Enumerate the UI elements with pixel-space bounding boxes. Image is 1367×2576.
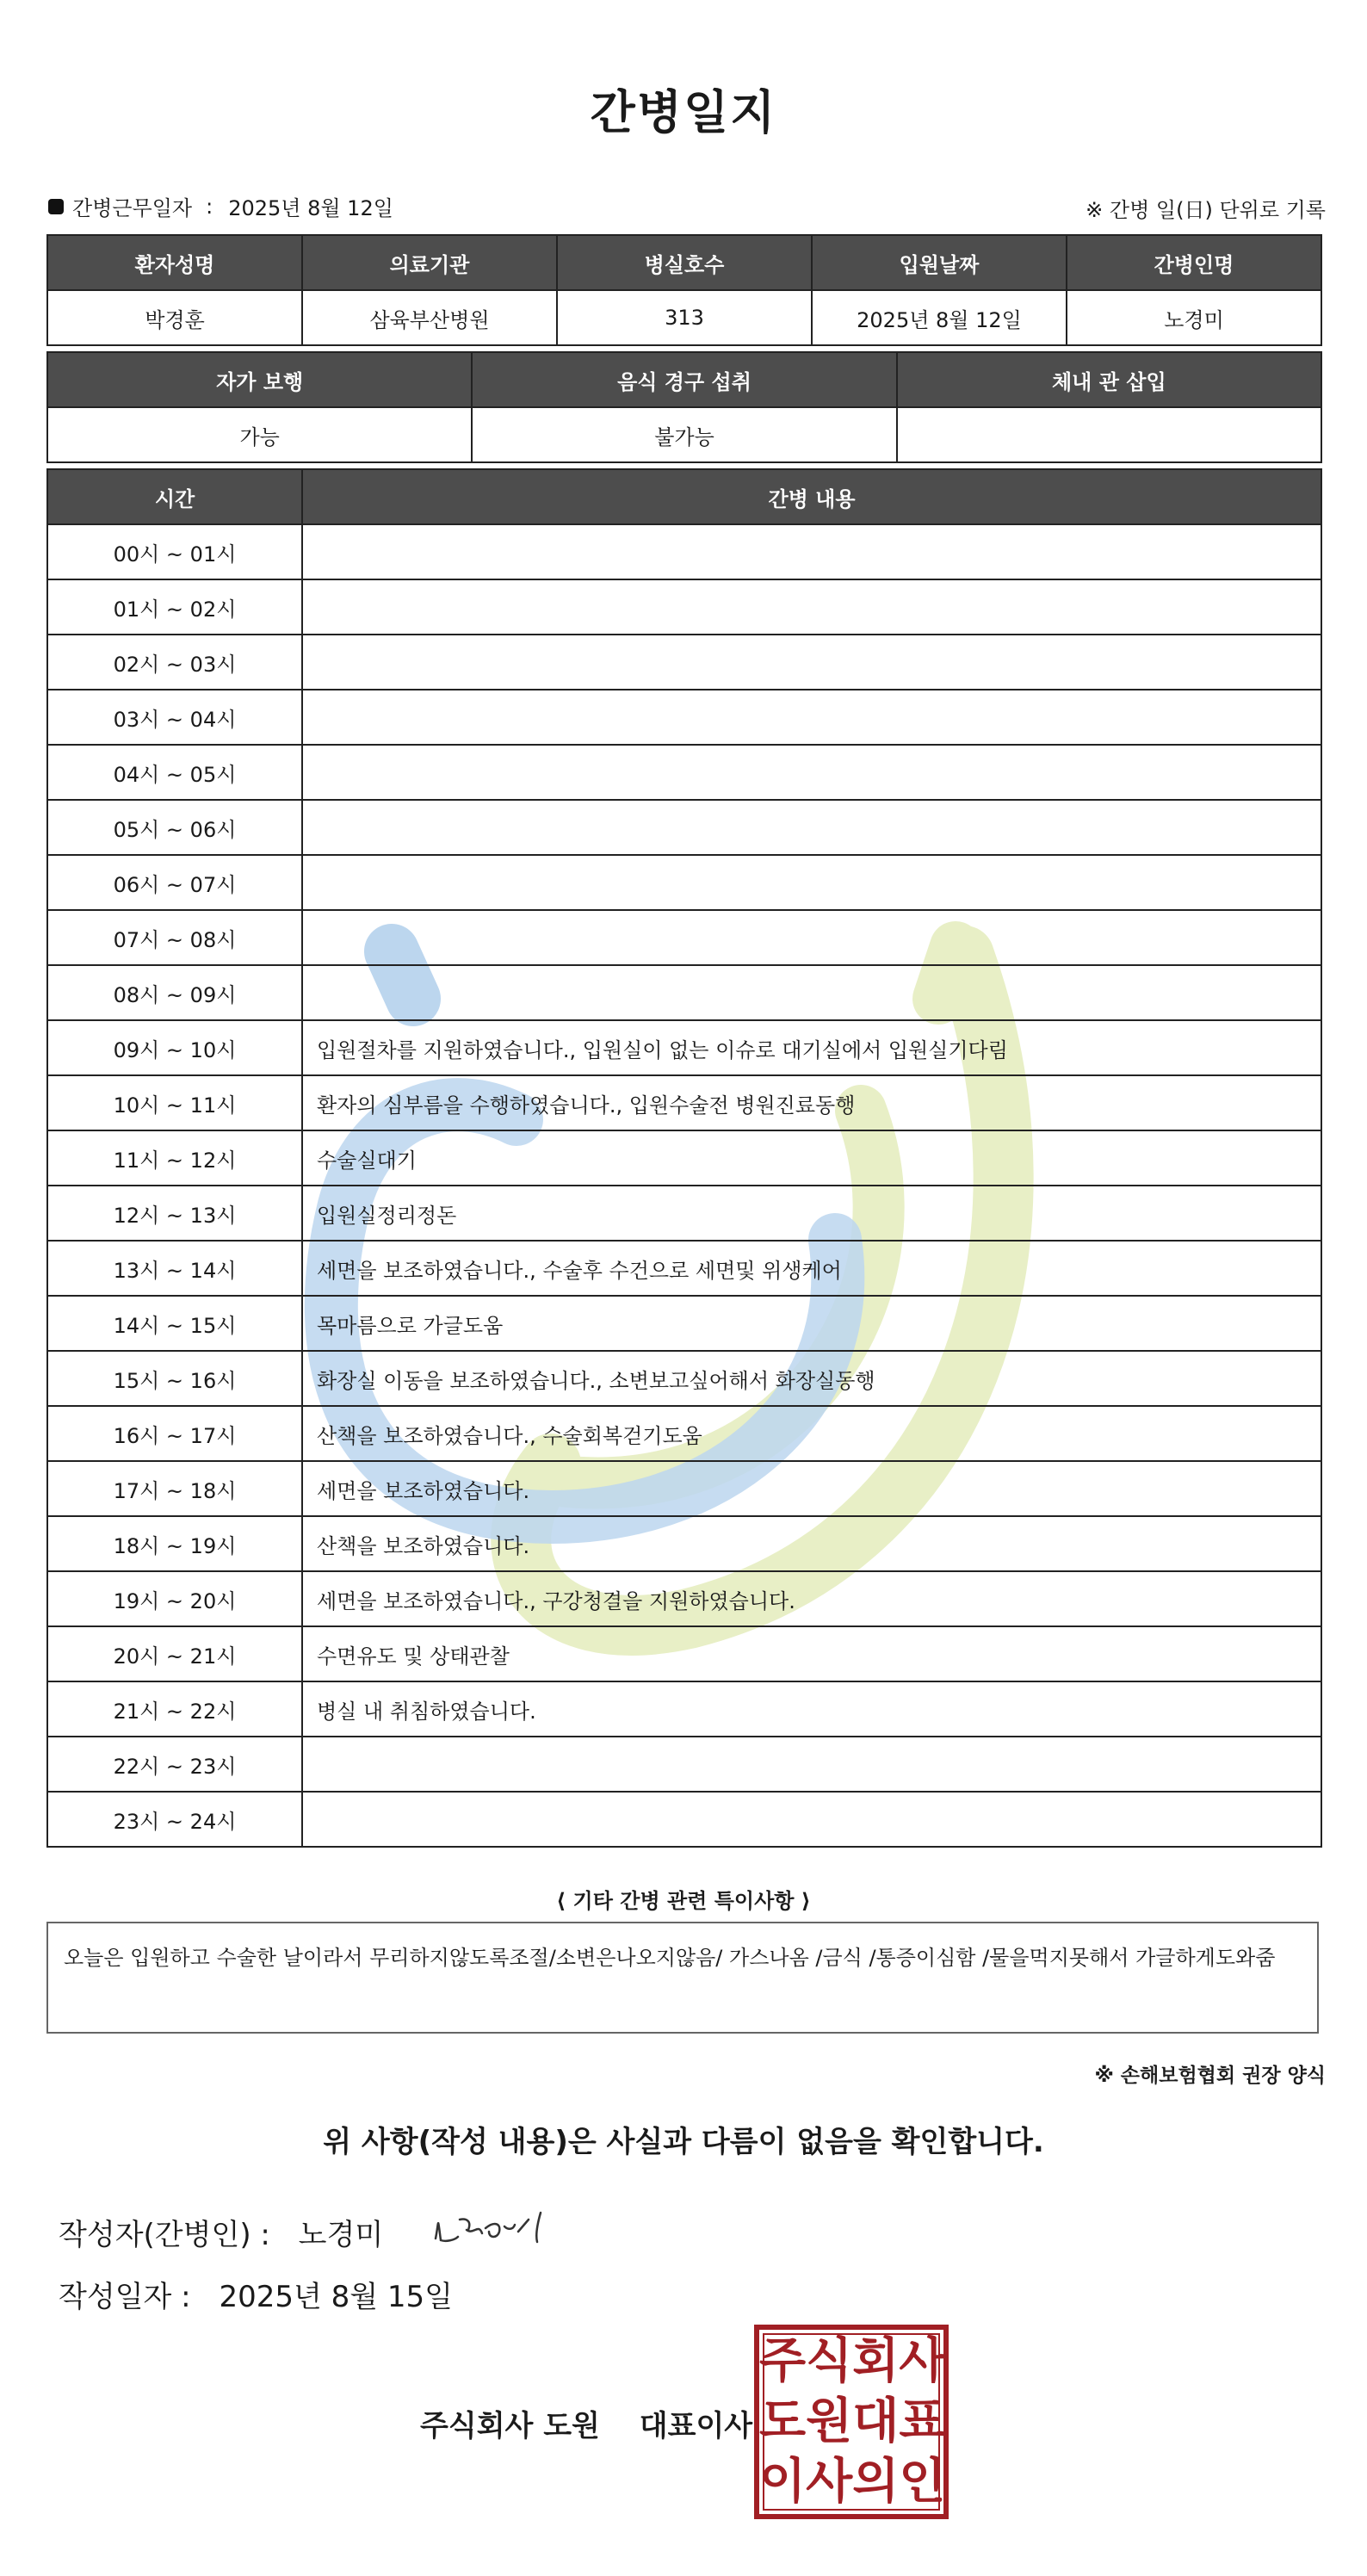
care-log-row xyxy=(47,1461,1321,1516)
care-log-row xyxy=(47,635,1321,690)
care-log-time: 21시 ~ 22시 xyxy=(47,1681,302,1737)
care-log-row xyxy=(47,1020,1321,1075)
care-log-time: 01시 ~ 02시 xyxy=(47,579,302,635)
care-log-content: 화장실 이동을 보조하였습니다., 소변보고싶어해서 화장실동행 xyxy=(302,1351,1321,1406)
care-log-content xyxy=(302,910,1321,965)
care-log-row xyxy=(47,1626,1321,1681)
care-log-time: 17시 ~ 18시 xyxy=(47,1461,302,1516)
care-log-row xyxy=(47,1737,1321,1792)
care-log-time: 12시 ~ 13시 xyxy=(47,1186,302,1241)
care-log-content: 세면을 보조하였습니다. xyxy=(302,1461,1321,1516)
care-log-content: 목마름으로 가글도움 xyxy=(302,1296,1321,1351)
work-date xyxy=(48,191,393,221)
header-hospital: 의료기관 xyxy=(302,235,557,290)
care-log-content: 입원절차를 지원하였습니다., 입원실이 없는 이슈로 대기실에서 입원실기다림 xyxy=(302,1020,1321,1075)
care-log-content xyxy=(302,1737,1321,1792)
work-date-separator: : xyxy=(206,194,213,219)
care-log-time: 13시 ~ 14시 xyxy=(47,1241,302,1296)
care-log-content xyxy=(302,635,1321,690)
header-admission-date: 입원날짜 xyxy=(812,235,1067,290)
notes-text: 오늘은 입원하고 수술한 날이라서 무리하지않도록조절/소변은나오지않음/ 가스나옴 /금식 /통증이심함 /물을먹지못해서 가글하게도와줌 xyxy=(64,1946,1276,1970)
written-date-value: 2025년 8월 15일 xyxy=(219,2280,454,2314)
care-log-row xyxy=(47,579,1321,635)
care-log-content xyxy=(302,855,1321,910)
care-log-time: 18시 ~ 19시 xyxy=(47,1516,302,1571)
company-line xyxy=(420,2402,752,2444)
care-log-row xyxy=(47,745,1321,800)
care-log-time: 02시 ~ 03시 xyxy=(47,635,302,690)
care-log-content: 세면을 보조하였습니다., 구강청결을 지원하였습니다. xyxy=(302,1571,1321,1626)
care-log-time: 23시 ~ 24시 xyxy=(47,1792,302,1847)
care-log-time: 10시 ~ 11시 xyxy=(47,1075,302,1130)
writer-label: 작성자(간병인) : xyxy=(59,2218,270,2252)
work-date-label: 간병근무일자 xyxy=(72,196,193,220)
tube-insertion-value xyxy=(897,407,1321,462)
care-log-time: 07시 ~ 08시 xyxy=(47,910,302,965)
header-tube-insertion: 체내 관 삽입 xyxy=(897,352,1321,407)
care-log-time: 19시 ~ 20시 xyxy=(47,1571,302,1626)
care-log-row xyxy=(47,1516,1321,1571)
company-title: 대표이사 xyxy=(639,2409,753,2443)
seal-row-1: 주 식 회 사 xyxy=(759,2333,946,2389)
care-log-row xyxy=(47,1792,1321,1847)
handwritten-signature xyxy=(429,2204,558,2256)
company-name: 주식회사 도원 xyxy=(420,2409,600,2443)
care-log-time: 15시 ~ 16시 xyxy=(47,1351,302,1406)
caregiver-name: 노경미 xyxy=(1067,290,1321,345)
care-log-row xyxy=(47,910,1321,965)
care-log-row xyxy=(47,690,1321,745)
care-log-time: 11시 ~ 12시 xyxy=(47,1130,302,1186)
care-log-content xyxy=(302,745,1321,800)
care-log-row xyxy=(47,1075,1321,1130)
care-log-time: 00시 ~ 01시 xyxy=(47,524,302,579)
care-log-content xyxy=(302,524,1321,579)
care-log-row xyxy=(47,1351,1321,1406)
care-log-rows xyxy=(47,524,1321,1847)
header-self-walking: 자가 보행 xyxy=(47,352,472,407)
care-log-row xyxy=(47,1681,1321,1737)
care-log-row xyxy=(47,524,1321,579)
header-care-content: 간병 내용 xyxy=(302,469,1321,524)
work-date-value: 2025년 8월 12일 xyxy=(228,196,393,220)
header-time: 시간 xyxy=(47,469,302,524)
care-log-time: 16시 ~ 17시 xyxy=(47,1406,302,1461)
written-date-label: 작성일자 : xyxy=(59,2280,191,2314)
page-title: 간병일지 xyxy=(590,85,777,139)
patient-status-table xyxy=(46,351,1322,463)
written-date-line xyxy=(59,2273,453,2315)
header-patient-name: 환자성명 xyxy=(47,235,302,290)
care-log-content xyxy=(302,800,1321,855)
care-log-row xyxy=(47,1296,1321,1351)
care-log-content: 환자의 심부름을 수행하였습니다., 입원수술전 병원진료동행 xyxy=(302,1075,1321,1130)
patient-info-table xyxy=(46,234,1322,346)
care-log-row xyxy=(47,800,1321,855)
care-log-row xyxy=(47,1186,1321,1241)
patient-name: 박경훈 xyxy=(47,290,302,345)
care-log-time: 06시 ~ 07시 xyxy=(47,855,302,910)
care-log-time: 09시 ~ 10시 xyxy=(47,1020,302,1075)
care-log-time: 03시 ~ 04시 xyxy=(47,690,302,745)
care-log-row xyxy=(47,1241,1321,1296)
admission-date: 2025년 8월 12일 xyxy=(812,290,1067,345)
hospital: 삼육부산병원 xyxy=(302,290,557,345)
care-log-content: 수술실대기 xyxy=(302,1130,1321,1186)
bullet-icon xyxy=(48,199,64,214)
care-log-time: 14시 ~ 15시 xyxy=(47,1296,302,1351)
header-oral-intake: 음식 경구 섭취 xyxy=(472,352,896,407)
care-log-row xyxy=(47,1571,1321,1626)
care-log-content: 병실 내 취침하였습니다. xyxy=(302,1681,1321,1737)
unit-note: ※ 간병 일(日) 단위로 기록 xyxy=(1086,198,1326,222)
care-log-row xyxy=(47,1130,1321,1186)
header-room-number: 병실호수 xyxy=(557,235,812,290)
notes-title: ⟨ 기타 간병 관련 특이사항 ⟩ xyxy=(556,1889,811,1913)
care-log-content xyxy=(302,690,1321,745)
company-seal xyxy=(754,2325,949,2519)
seal-row-2: 도 원 대 표 xyxy=(759,2393,946,2449)
oral-intake-value: 불가능 xyxy=(472,407,896,462)
care-log-table xyxy=(46,468,1322,1848)
care-log-time: 04시 ~ 05시 xyxy=(47,745,302,800)
self-walking-value: 가능 xyxy=(47,407,472,462)
writer-line xyxy=(59,2211,383,2253)
writer-name: 노경미 xyxy=(298,2218,384,2252)
seal-row-3: 이 사 의 인 xyxy=(759,2454,946,2510)
notes-box xyxy=(46,1922,1319,2034)
care-log-content: 수면유도 및 상태관찰 xyxy=(302,1626,1321,1681)
care-log-row xyxy=(47,965,1321,1020)
care-log-content: 산책을 보조하였습니다., 수술회복걷기도움 xyxy=(302,1406,1321,1461)
care-log-content xyxy=(302,965,1321,1020)
recommendation-note: ※ 손해보험협회 권장 양식 xyxy=(1094,2065,1326,2087)
care-log-time: 22시 ~ 23시 xyxy=(47,1737,302,1792)
care-log-row xyxy=(47,855,1321,910)
care-log-row xyxy=(47,1406,1321,1461)
confirmation-statement: 위 사항(작성 내용)은 사실과 다름이 없음을 확인합니다. xyxy=(323,2125,1044,2159)
care-log-content: 세면을 보조하였습니다., 수술후 수건으로 세면및 위생케어 xyxy=(302,1241,1321,1296)
care-log-time: 05시 ~ 06시 xyxy=(47,800,302,855)
care-log-time: 08시 ~ 09시 xyxy=(47,965,302,1020)
care-log-content xyxy=(302,579,1321,635)
care-log-content xyxy=(302,1792,1321,1847)
care-log-time: 20시 ~ 21시 xyxy=(47,1626,302,1681)
care-log-content: 산책을 보조하였습니다. xyxy=(302,1516,1321,1571)
room-number: 313 xyxy=(557,290,812,345)
header-caregiver-name: 간병인명 xyxy=(1067,235,1321,290)
care-log-content: 입원실정리정돈 xyxy=(302,1186,1321,1241)
